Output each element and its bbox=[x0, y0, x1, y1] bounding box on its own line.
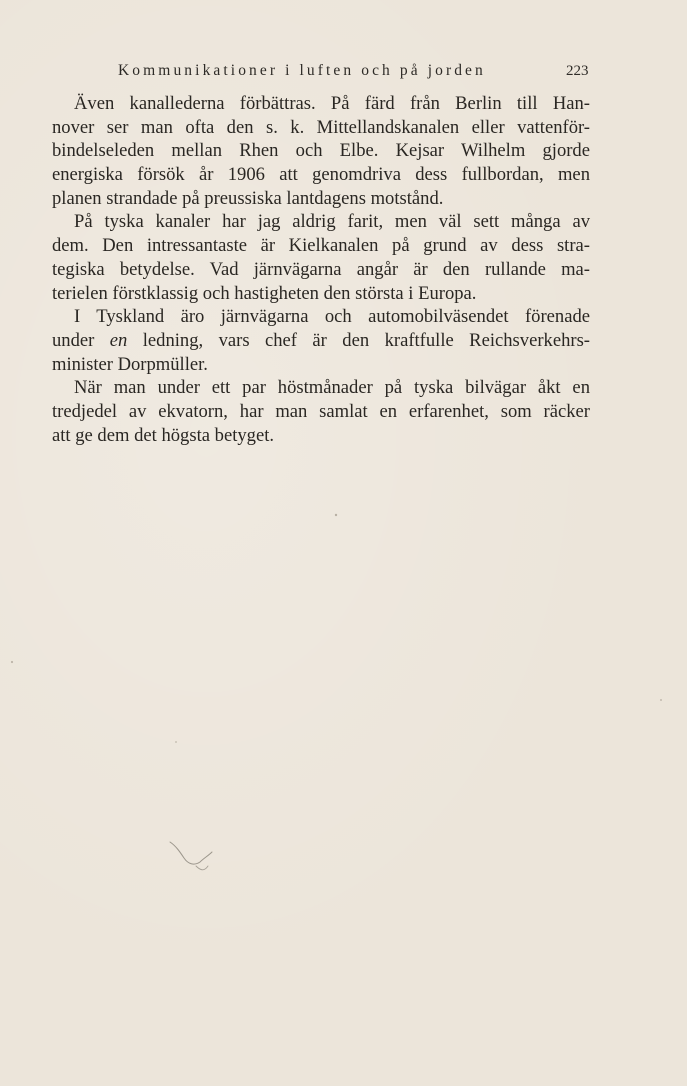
paper-speck bbox=[660, 699, 662, 701]
text-line: minister Dorpmüller. bbox=[52, 353, 208, 375]
pencil-squiggle-tail bbox=[196, 866, 208, 870]
text-line: När man under ett par höstmånader på tyska bilvägar åkt en bbox=[74, 377, 590, 399]
text-line: terielen förstklassig och hastigheten den största i Europa. bbox=[52, 282, 477, 304]
paper-speck bbox=[335, 514, 337, 516]
text-segment: ledning, vars chef är den kraftfulle Reichsverkehrs- bbox=[127, 329, 590, 351]
text-line: att ge dem det högsta betyget. bbox=[52, 424, 275, 446]
text-line: På tyska kanaler har jag aldrig farit, men väl sett många av bbox=[74, 211, 590, 233]
text-line: dem. Den intressantaste är Kielkanalen på grund av dess stra- bbox=[52, 235, 590, 257]
running-title: Kommunikationer i luften och på jorden bbox=[118, 62, 486, 79]
paper-speck bbox=[11, 661, 13, 663]
emphasized-word: en bbox=[109, 329, 128, 351]
text-line: nover ser man ofta den s. k. Mittellandskanalen eller vattenför- bbox=[52, 116, 590, 138]
text-line: Även kanalledernа förbättras. På färd från Berlin till Han- bbox=[74, 93, 590, 114]
text-line: tredjedel av ekvatorn, har man samlat en erfarenhet, som räcker bbox=[52, 400, 590, 422]
paper-speck bbox=[175, 741, 177, 743]
text-line: planen strandade på preussiska lantdagens motstånd. bbox=[52, 187, 444, 209]
text-line: tegiska betydelse. Vad järnvägarna angår är den rullande ma- bbox=[52, 258, 590, 280]
text-segment: under bbox=[52, 329, 110, 351]
page-number: 223 bbox=[566, 63, 589, 79]
pencil-squiggle bbox=[170, 842, 212, 864]
text-line: bindelseleden mellan Rhen och Elbe. Kejsar Wilhelm gjorde bbox=[52, 140, 590, 162]
text-line: I Tyskland äro järnvägarna och automobilväsendet förenade bbox=[74, 306, 590, 328]
text-line: energiska försök år 1906 att genomdriva dess fullbordan, men bbox=[52, 164, 590, 186]
